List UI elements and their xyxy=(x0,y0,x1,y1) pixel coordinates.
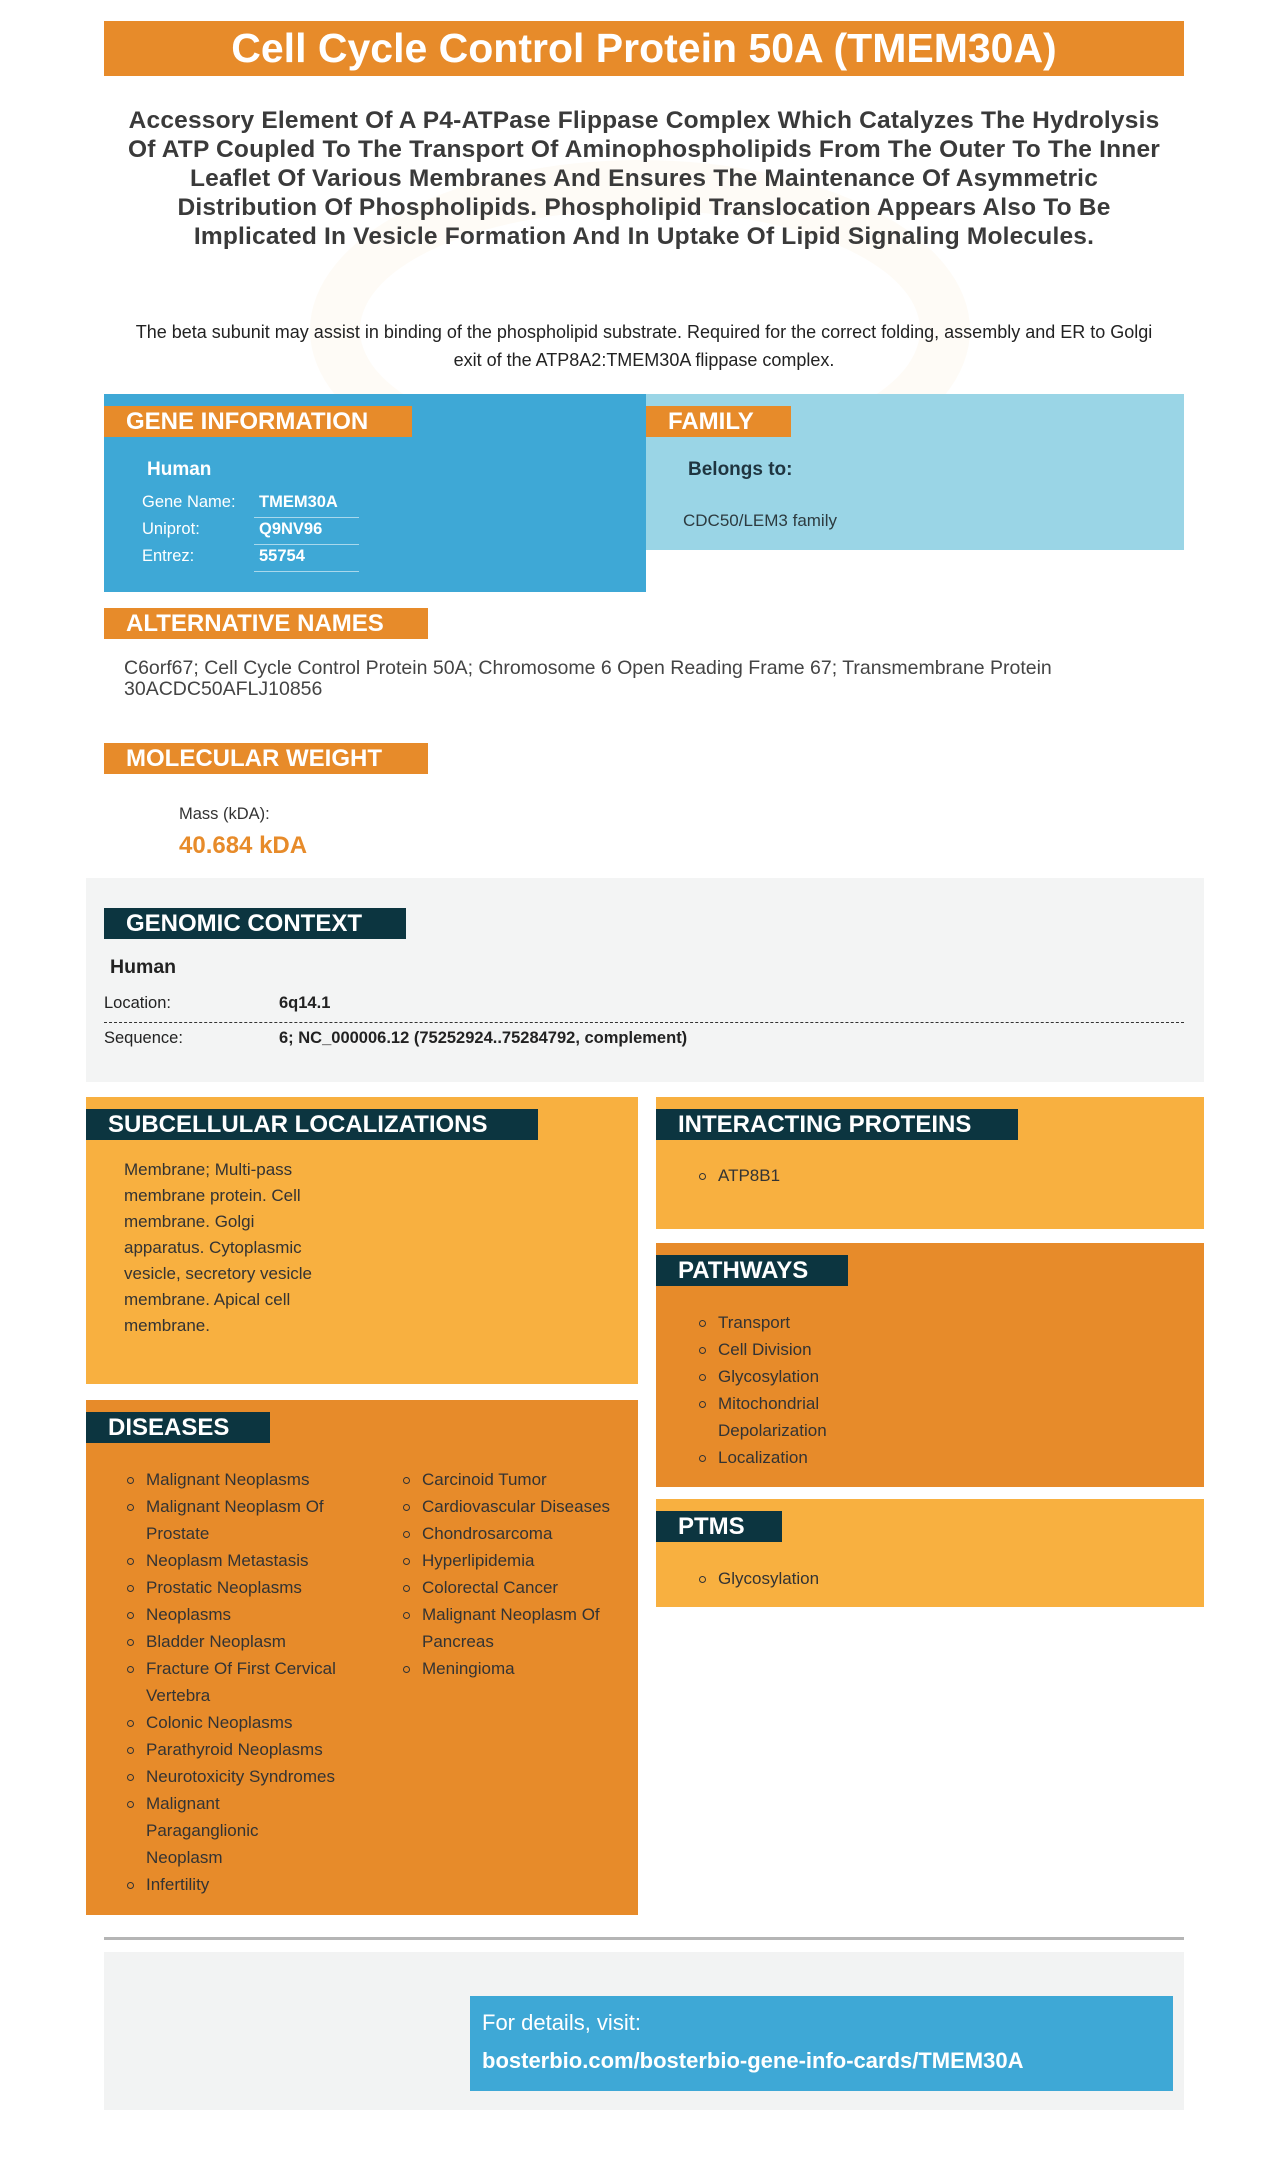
subcellular-line: vesicle, secretory vesicle xyxy=(124,1264,313,1283)
gene-row-divider xyxy=(254,517,359,518)
gene-name-value: TMEM30A xyxy=(259,493,338,511)
genomic-context-panel xyxy=(86,878,1204,1082)
ptms-header: PTMS xyxy=(656,1511,782,1542)
location-label: Location: xyxy=(104,994,171,1012)
page-title: Cell Cycle Control Protein 50A (TMEM30A) xyxy=(104,21,1184,76)
entrez-label: Entrez: xyxy=(142,547,195,565)
disease-item: Chondrosarcoma xyxy=(400,1520,632,1547)
pathways-panel xyxy=(656,1243,1204,1487)
family-panel xyxy=(646,394,1184,550)
disease-item: Colorectal Cancer xyxy=(400,1574,632,1601)
disease-item: Infertility xyxy=(124,1871,352,1898)
family-value: CDC50/LEM3 family xyxy=(683,511,837,530)
disease-item: Neoplasm Metastasis xyxy=(124,1547,352,1574)
disease-item: Hyperlipidemia xyxy=(400,1547,632,1574)
genomic-context-header: GENOMIC CONTEXT xyxy=(104,908,406,939)
subcellular-localizations-header: SUBCELLULAR LOCALIZATIONS xyxy=(86,1109,538,1140)
subcellular-line: apparatus. Cytoplasmic xyxy=(124,1238,302,1257)
visit-label: For details, visit: xyxy=(482,2010,641,2035)
ptms-list xyxy=(696,1565,1176,1592)
uniprot-value: Q9NV96 xyxy=(259,520,323,538)
disease-item: Cardiovascular Diseases xyxy=(400,1493,632,1520)
details-link[interactable]: bosterbio.com/bosterbio-gene-info-cards/TMEM30A xyxy=(482,2048,1024,2073)
interacting-proteins-panel xyxy=(656,1097,1204,1229)
genomic-species: Human xyxy=(110,956,177,978)
subcellular-line: Membrane; Multi-pass xyxy=(124,1160,293,1179)
details-link-box[interactable] xyxy=(470,1996,1173,2091)
ptm-item: Glycosylation xyxy=(696,1565,1176,1592)
pathway-item: Transport xyxy=(696,1309,836,1336)
disease-item: Carcinoid Tumor xyxy=(400,1466,632,1493)
subcellular-localizations-text xyxy=(124,1157,344,1339)
uniprot-label: Uniprot: xyxy=(142,520,200,538)
disease-item: Parathyroid Neoplasms xyxy=(124,1736,352,1763)
disease-item: Meningioma xyxy=(400,1655,632,1682)
pathway-item: Localization xyxy=(696,1444,836,1471)
gene-information-panel xyxy=(104,394,646,592)
sequence-label: Sequence: xyxy=(104,1029,183,1047)
disease-item: Malignant Neoplasms xyxy=(124,1466,352,1493)
disease-item: Neoplasms xyxy=(124,1601,352,1628)
subcellular-line: membrane. Apical cell xyxy=(124,1290,291,1309)
gene-row-divider xyxy=(254,571,359,572)
pathway-item: Cell Division xyxy=(696,1336,836,1363)
gene-row-divider xyxy=(254,544,359,545)
disease-item: Malignant Neoplasm Of Pancreas xyxy=(400,1601,632,1655)
interacting-proteins-header: INTERACTING PROTEINS xyxy=(656,1109,1018,1140)
protein-summary: Accessory Element Of A P4-ATPase Flippase Complex Which Catalyzes The Hydrolysis Of ATP Coupled To The Transport Of Aminophospholipids From The Outer To The Inner Leaflet Of Various Membranes And Ensures The Maintenance Of Asymmetric Distribution Of Phospholipids. Phospholipid Translocation Appears Also To Be Implicated In Vesicle Formation And In Uptake Of Lipid Signaling Molecules. xyxy=(127,107,1161,250)
disease-item: Malignant Neoplasm Of Prostate xyxy=(124,1493,352,1547)
subcellular-line: membrane. xyxy=(124,1316,210,1335)
alternative-names-header: ALTERNATIVE NAMES xyxy=(104,608,428,639)
gene-name-label: Gene Name: xyxy=(142,493,236,511)
mass-label: Mass (kDA): xyxy=(179,805,270,823)
mass-value: 40.684 kDA xyxy=(179,832,308,859)
interacting-proteins-list xyxy=(696,1162,1176,1189)
sequence-value: 6; NC_000006.12 (75252924..75284792, complement) xyxy=(279,1029,688,1047)
alternative-names-text: C6orf67; Cell Cycle Control Protein 50A; Chromosome 6 Open Reading Frame 67; Transmembrane Protein 30ACDC50AFLJ10856 xyxy=(124,657,1052,700)
diseases-panel xyxy=(86,1400,638,1915)
disease-item: Neurotoxicity Syndromes xyxy=(124,1763,352,1790)
family-header: FAMILY xyxy=(646,406,791,437)
disease-item: Bladder Neoplasm xyxy=(124,1628,352,1655)
disease-item: Malignant Paraganglionic Neoplasm xyxy=(124,1790,266,1871)
subcellular-line: membrane protein. Cell xyxy=(124,1186,301,1205)
family-belongs-label: Belongs to: xyxy=(688,459,793,480)
disease-item: Fracture Of First Cervical Vertebra xyxy=(124,1655,352,1709)
diseases-header: DISEASES xyxy=(86,1412,270,1443)
diseases-list-col1 xyxy=(124,1466,352,1898)
genomic-row-divider xyxy=(104,1022,1184,1023)
disease-item: Colonic Neoplasms xyxy=(124,1709,352,1736)
pathway-item: Glycosylation xyxy=(696,1363,836,1390)
entrez-value: 55754 xyxy=(259,547,305,565)
gene-species: Human xyxy=(147,459,212,480)
protein-description: The beta subunit may assist in binding of the phospholipid substrate. Required for the correct folding, assembly and ER to Golgi exit of the ATP8A2:TMEM30A flippase complex. xyxy=(135,322,1153,370)
gene-information-header: GENE INFORMATION xyxy=(104,406,412,437)
subcellular-line: membrane. Golgi xyxy=(124,1212,255,1231)
disease-item: Prostatic Neoplasms xyxy=(124,1574,352,1601)
location-value: 6q14.1 xyxy=(279,994,331,1012)
ptms-panel xyxy=(656,1499,1204,1607)
molecular-weight-header: MOLECULAR WEIGHT xyxy=(104,743,428,774)
pathways-list xyxy=(696,1309,836,1471)
interacting-protein-item: ATP8B1 xyxy=(696,1162,1176,1189)
pathways-header: PATHWAYS xyxy=(656,1255,848,1286)
footer-divider xyxy=(104,1937,1184,1940)
pathway-item: Mitochondrial Depolarization xyxy=(696,1390,836,1444)
diseases-list-col2 xyxy=(400,1466,632,1682)
